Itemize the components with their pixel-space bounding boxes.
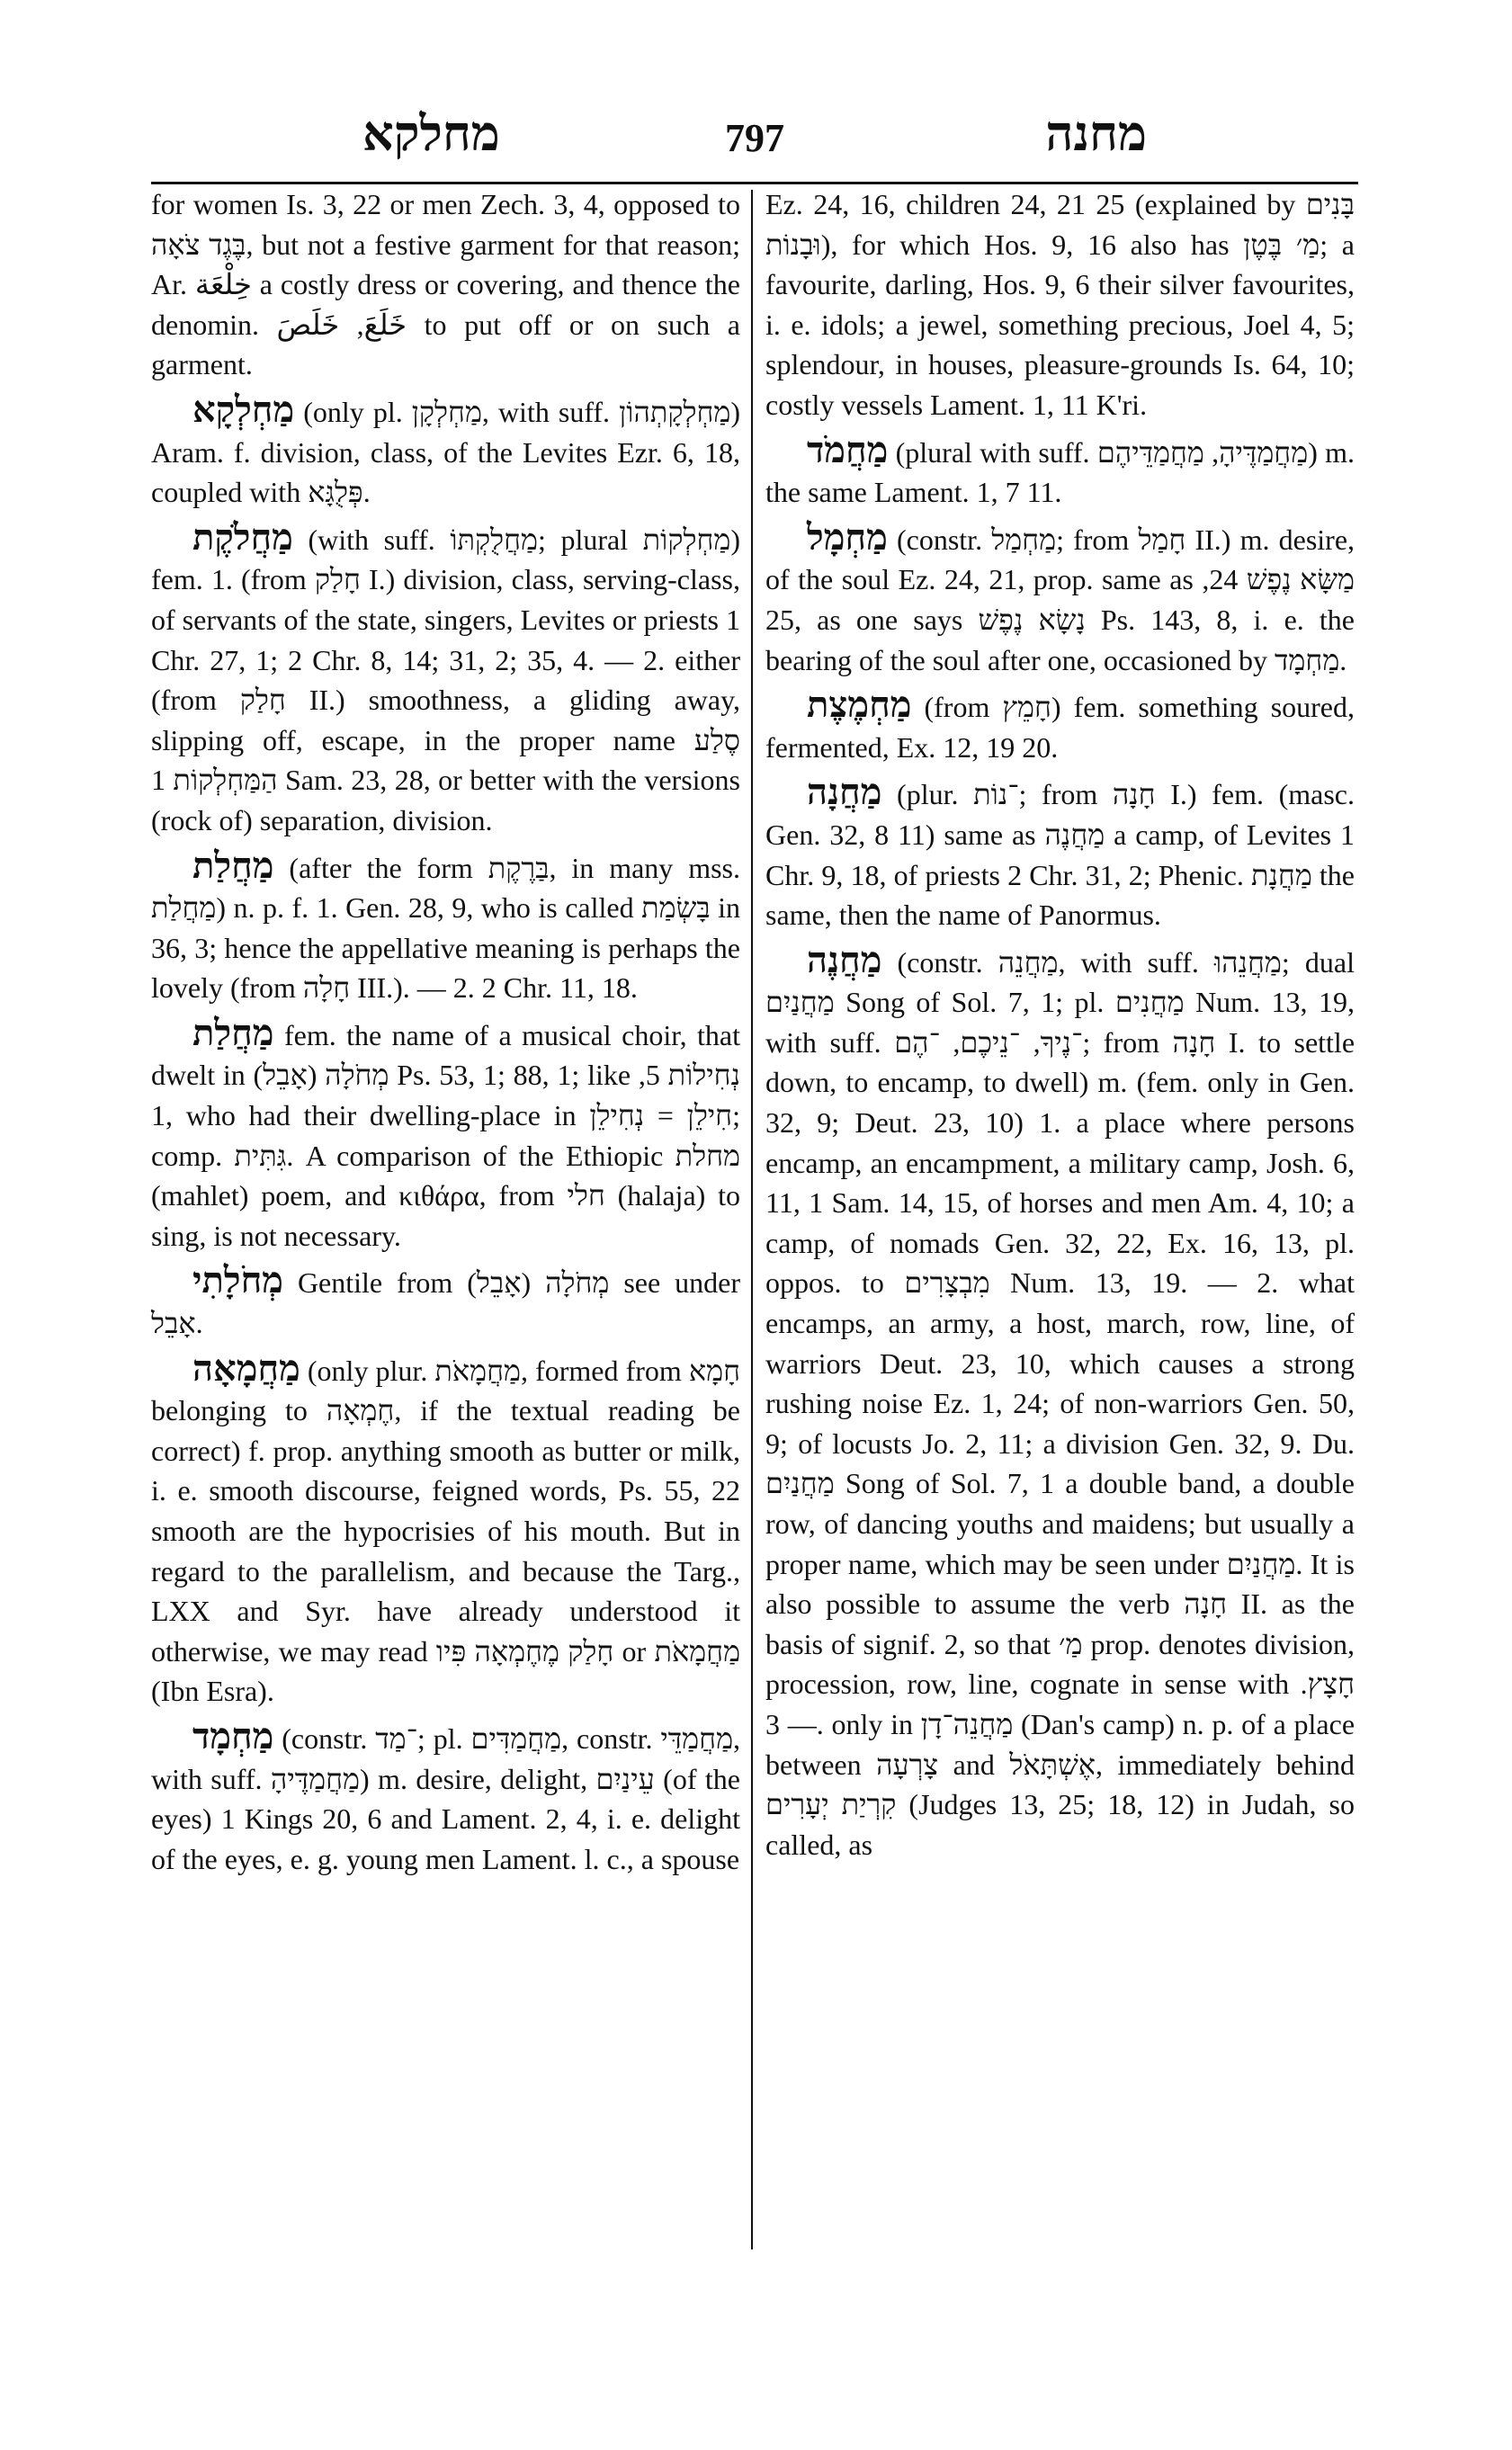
entry-text: (only pl. מַחְלְקָן, with suff. מַחְלְקָתְהוֹן) Aram. f. division, class, of the Levites Ezr. 6, 18, coupled with פְּלֻגָּא. — [151, 395, 741, 509]
entry-lemma: מַחֲלַת — [192, 845, 274, 886]
entry-lemma: מַחְמָד — [192, 1715, 274, 1757]
entry-mahalat-1 — [151, 846, 740, 1008]
entry-text: (only plur. מַחֲמָאֹת, formed from חָמָא belonging to חֶמְאָה, if the textual reading be correct) f. prop. anything smooth as butter or milk, i. e. smooth discourse, feigned words, Ps. 55, 22 smooth are the hypocrisies of his mouth. But in regard to the parallelism, and because the Targ., LXX and Syr. have already understood it otherwise, we may read חָלַק מֶחֶמְאָה פִּיו or מַחֲמָאֹת (Ibn Esra). — [151, 1354, 741, 1708]
entry-text: (from חָמֵץ) fem. something soured, fermented, Ex. 12, 19 20. — [765, 691, 1355, 764]
entry-mahalat-2 — [151, 1014, 740, 1256]
entry-text: Ez. 24, 16, children 24, 21 25 (explained by בָּנִים וּבָנוֹת), for which Hos. 9, 16 also has מַ׳ בֶּטֶן; a favourite, darling, Hos. 9, 6 their silver favourites, i. e. idols; a jewel, something precious, Joel 4, 5; splendour, in houses, pleasure-grounds Is. 64, 10; costly vessels Lament. 1, 11 K'ri. — [765, 188, 1355, 421]
entry-mahamaah — [151, 1349, 740, 1712]
entry-text: Gentile from מְחֹלָה (אָבֵל) see under אָבֵל. — [151, 1266, 740, 1340]
entry-meholati — [151, 1261, 740, 1343]
page-header — [151, 99, 1358, 182]
entry-lemma: מַחֲנָה — [807, 772, 882, 813]
page-number: 797 — [725, 116, 784, 160]
entry-mahmal — [765, 518, 1355, 680]
entry-lemma: מַחְמֶצֶת — [807, 684, 912, 726]
entry-text: (plur. ־נוֹת; from חָנָה I.) fem. (masc. Gen. 32, 8 11) same as מַחֲנֶה a camp, of Levites 1 Chr. 9, 18, of priests 2 Chr. 31, 2; Phenic. מַחֲנָת the same, then the name of Panormus. — [765, 778, 1355, 932]
entry-lemma: מַחֲלֹקֶת — [192, 516, 293, 558]
right-column — [753, 184, 1355, 2249]
entry-mahaneh — [765, 941, 1355, 1865]
entry-lemma: מַחֲלַת — [192, 1012, 274, 1053]
entry-mahmad — [151, 1717, 740, 1879]
entry-lemma: מַחְמָל — [807, 516, 888, 558]
entry-text: (constr. ־מַד; pl. מַחֲמַדִּים, constr. מַחֲמַדֵּי, with suff. מַחֲמַדֶּיהָ) m. desire, delight, עֵינַיִם (of the eyes) 1 Kings 20, 6 and Lament. 2, 4, i. e. delight of the eyes, e. g. young men Lament. l. c., a spouse — [151, 1721, 741, 1875]
entry-lemma: מַחֲנֶה — [807, 939, 882, 980]
entry-continuation — [151, 184, 740, 385]
right-running-headword: מחנה — [1045, 107, 1147, 161]
left-column — [151, 184, 751, 2249]
left-running-headword: מחלקא — [362, 107, 500, 161]
entry-text: (after the form בַּרֶקֶת, in many mss. מַחֲלַת) n. p. f. 1. Gen. 28, 9, who is called בָּשְׂמַת in 36, 3; hence the appellative meaning is perhaps the lovely (from חָלָה III.). — 2. 2 Chr. 11, 18. — [151, 851, 741, 1005]
entry-lemma: מְחֹלָתִי — [192, 1260, 283, 1301]
entry-text: (constr. מַחְמַל; from חָמַל II.) m. desire, of the soul Ez. 24, 21, prop. same as מַשָּׂא נֶפֶשׁ 24, 25, as one says נָשָׂא נֶפֶשׁ Ps. 143, 8, i. e. the bearing of the soul after one, occasioned by מַחְמָד. — [765, 523, 1355, 676]
entry-text: (plural with suff. מַחֲמַדֶּיהָ, מַחֲמַדֵּיהֶם) m. the same Lament. 1, 7 11. — [765, 435, 1355, 509]
entry-mahanah-1 — [765, 773, 1355, 934]
dictionary-page — [151, 99, 1358, 2249]
entry-text: (constr. מַחֲנֵה, with suff. מַחֲנֵהוּ; dual מַחֲנַיִם Song of Sol. 7, 1; pl. מַחֲנִים Num. 13, 19, with suff. ־נֶיךָ, ־נֵיכֶם, ־הֶם; from חָנָה I. to settle down, to encamp, to dwell) m. (fem. only in Gen. 32, 9; Deut. 23, 10) 1. a place where persons encamp, an encampment, a military camp, Josh. 6, 11, 1 Sam. 14, 15, of horses and men Am. 4, 10; a camp, of nomads Gen. 32, 22, Ex. 16, 13, pl. oppos. to מִבְצָרִים Num. 13, 19. — 2. what encamps, an army, a host, march, row, line, of warriors Deut. 23, 10, which causes a strong rushing noise Ez. 1, 24; of non-warriors Gen. 50, 9; of locusts Jo. 2, 11; a division Gen. 32, 9. Du. מַחֲנַיִם Song of Sol. 7, 1 a double band, a double row, of dancing youths and maidens; but usually a proper name, which may be seen under מַחֲנַיִם. It is also possible to assume the verb חָנָה II. as the basis of signif. 2, so that מַ׳ prop. denotes division, procession, row, line, cognate in sense with חָצָץ. — 3. only in מַחֲנֵה־דָן (Dan's camp) n. p. of a place between צָרְעָה and אֶשְׁתָּאֹל, immediately behind קִרְיַת יְעָרִים (Judges 13, 25; 18, 12) in Judah, so called, as — [765, 945, 1355, 1861]
entry-mahaloqet — [151, 518, 740, 841]
entry-text: fem. the name of a musical choir, that dwelt in מְחֹלָה (אָבֵל) Ps. 53, 1; 88, 1; like נְחִילוֹת 5, 1, who had their dwelling-place in חִילֵן = נְחִילֵן; comp. גִּתִּית. A comparison of the Ethiopic מחלת (mahlet) poem, and κιθάρα, from חלי (halaja) to sing, is not necessary. — [151, 1018, 741, 1252]
entry-mahlqa — [151, 390, 740, 513]
entry-mahmetset — [765, 685, 1355, 767]
entry-continuation — [765, 184, 1355, 425]
two-column-body — [151, 184, 1358, 2249]
entry-lemma: מַחֲמֹד — [807, 429, 889, 470]
entry-text: for women Is. 3, 22 or men Zech. 3, 4, opposed to בֶּגֶד צֹאָה, but not a festive garment for that reason; Ar. خِلْعَة a costly dress or covering, and thence the denomin. خَلَعَ, خَلَصَ to put off or on such a garment. — [151, 188, 741, 381]
entry-text: (with suff. מַחֲלֻקְתּוֹ; plural מַחְלְקוֹת) fem. 1. (from חָלַק I.) division, class, serving-class, of servants of the state, singers, Levites or priests 1 Chr. 27, 1; 2 Chr. 8, 14; 31, 2; 35, 4. — 2. either (from חָלַק II.) smoothness, a gliding away, slipping off, escape, in the proper name סֶלַע הַמַּחְלְקוֹת 1 Sam. 23, 28, or better with the versions (rock of) separation, division. — [151, 523, 741, 836]
entry-lemma: מַחֲמָאָה — [192, 1347, 300, 1389]
entry-lemma: מַחְלְקָא — [192, 389, 295, 430]
entry-mahmod — [765, 431, 1355, 513]
